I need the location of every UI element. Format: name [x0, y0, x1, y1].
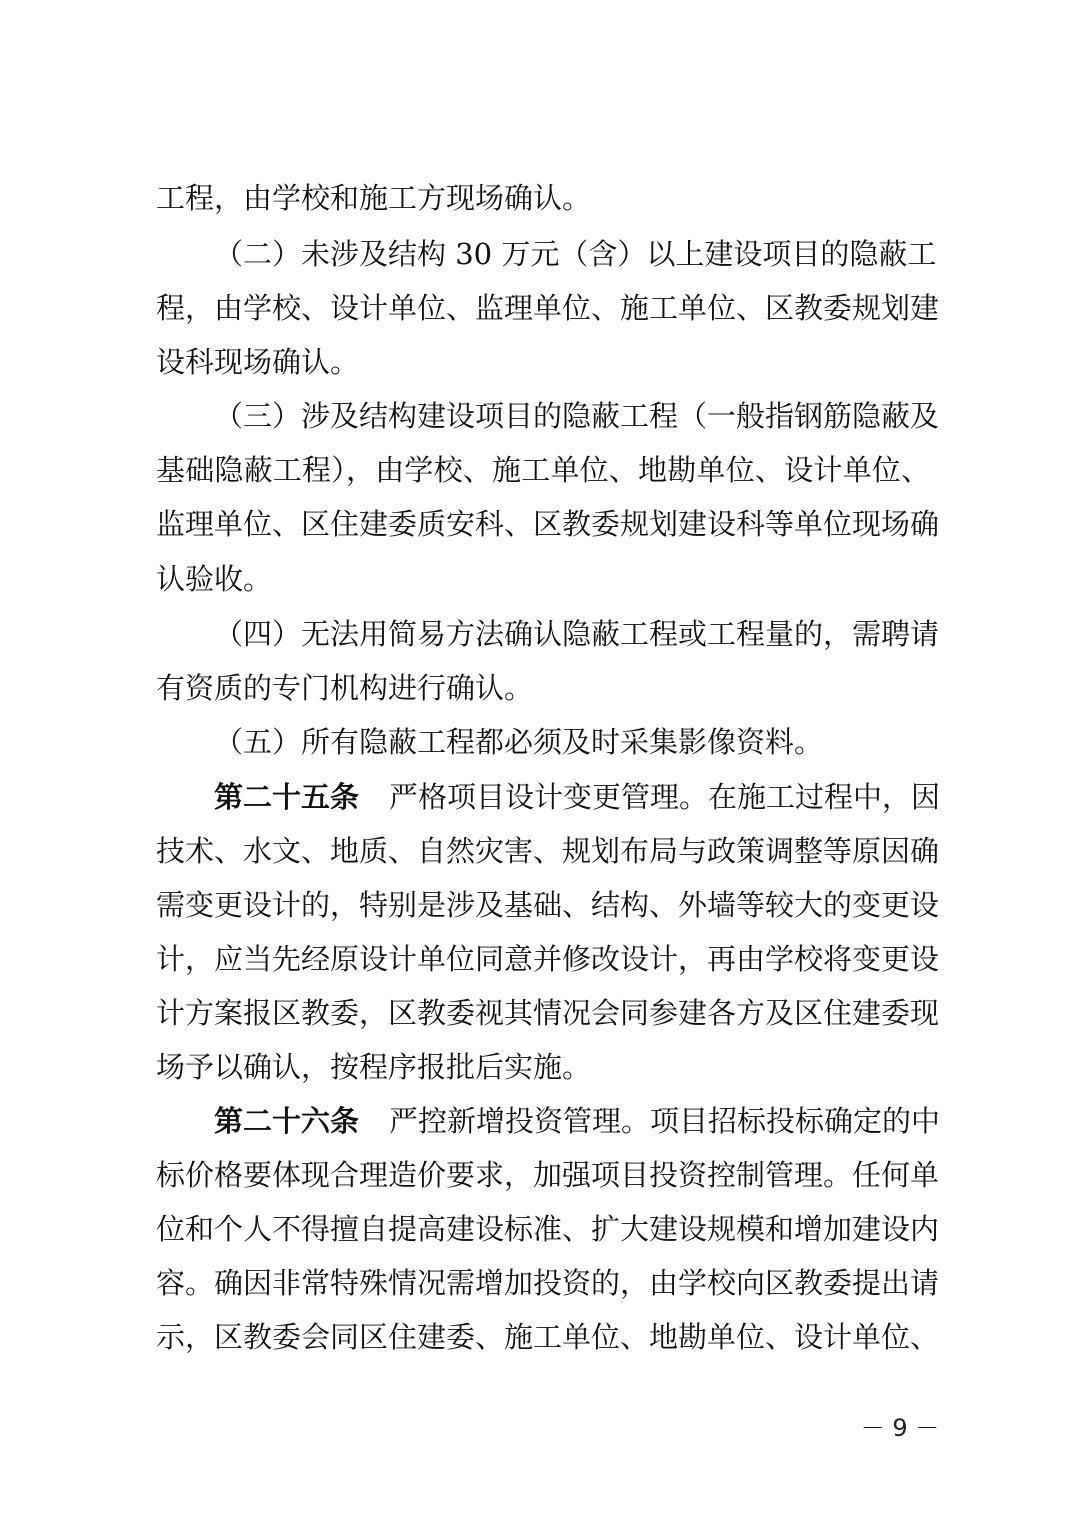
paragraph-line: [0, 720, 1074, 764]
article-25-intro: 严格项目设计变更管理。在施工过程中，因: [389, 780, 941, 814]
paragraph-line: [0, 829, 1074, 873]
line-text: 容。确因非常特殊情况需增加投资的，由学校向区教委提出请: [156, 1266, 940, 1300]
article-26-intro: 严控新增投资管理。项目招标投标确定的中: [389, 1104, 941, 1138]
line-text: [214, 775, 941, 819]
paragraph-line: [0, 232, 1074, 276]
article-25-first-line: [0, 775, 1074, 819]
paragraph-line: [0, 991, 1074, 1035]
line-text: 示，区教委会同区住建委、施工单位、地勘单位、设计单位、: [156, 1320, 940, 1354]
line-text: 计，应当先经原设计单位同意并修改设计，再由学校将变更设: [156, 942, 940, 976]
line-text: 需变更设计的，特别是涉及基础、结构、外墙等较大的变更设: [156, 888, 940, 922]
line-text: （五）所有隐蔽工程都必须及时采集影像资料。: [214, 725, 824, 759]
paragraph-line: [0, 176, 1074, 220]
line-text: 工程，由学校和施工方现场确认。: [156, 181, 592, 215]
article-26-heading: 第二十六条: [214, 1104, 360, 1138]
paragraph-line: [0, 1153, 1074, 1197]
article-25-heading: 第二十五条: [214, 780, 360, 814]
article-26-first-line: [0, 1099, 1074, 1143]
paragraph-line: [0, 394, 1074, 438]
line-text: 标价格要体现合理造价要求，加强项目投资控制管理。任何单: [156, 1158, 940, 1192]
paragraph-line: [0, 1045, 1074, 1089]
paragraph-line: [0, 448, 1074, 492]
paragraph-line: [0, 1261, 1074, 1305]
paragraph-line: [0, 557, 1074, 601]
paragraph-line: [0, 937, 1074, 981]
paragraph-line: [0, 340, 1074, 384]
paragraph-line: [0, 612, 1074, 656]
paragraph-line: [0, 286, 1074, 330]
line-text: 位和个人不得擅自提高建设标准、扩大建设规模和增加建设内: [156, 1212, 940, 1246]
line-text: 监理单位、区住建委质安科、区教委规划建设科等单位现场确: [156, 507, 940, 541]
line-text: 程，由学校、设计单位、监理单位、施工单位、区教委规划建: [156, 291, 940, 325]
line-text: 认验收。: [156, 562, 273, 596]
paragraph-line: [0, 883, 1074, 927]
line-text: 计方案报区教委，区教委视其情况会同参建各方及区住建委现: [156, 996, 940, 1030]
paragraph-line: [0, 1207, 1074, 1251]
paragraph-line: [0, 666, 1074, 710]
line-text: （四）无法用简易方法确认隐蔽工程或工程量的，需聘请: [214, 617, 940, 651]
line-text: 有资质的专门机构进行确认。: [156, 671, 534, 705]
page-number: － 9 －: [860, 1414, 940, 1442]
line-text: 设科现场确认。: [156, 345, 360, 379]
paragraph-line: [0, 502, 1074, 546]
line-text: 基础隐蔽工程），由学校、施工单位、地勘单位、设计单位、: [156, 453, 930, 487]
line-text: [214, 1099, 941, 1143]
line-text: 场予以确认，按程序报批后实施。: [156, 1050, 592, 1084]
line-text: （三）涉及结构建设项目的隐蔽工程（一般指钢筋隐蔽及: [214, 399, 940, 433]
paragraph-line: [0, 1315, 1074, 1359]
line-text: （二）未涉及结构 30 万元（含）以上建设项目的隐蔽工: [214, 237, 937, 271]
line-text: 技术、水文、地质、自然灾害、规划布局与政策调整等原因确: [156, 834, 940, 868]
